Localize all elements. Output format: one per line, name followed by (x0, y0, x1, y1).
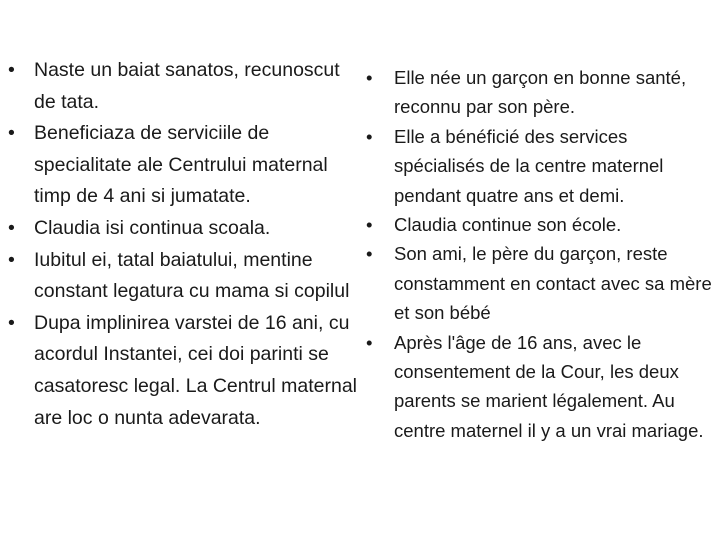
list-item (8, 245, 358, 308)
list-item (8, 55, 358, 118)
list-item-text: Beneficiaza de serviciile de specialitate ale Centrului maternal timp de 4 ani si jumatate. (34, 122, 328, 208)
bullet-marker: • (366, 125, 373, 147)
bullet-marker: • (8, 248, 15, 271)
bullet-marker: • (366, 331, 373, 353)
list-item (366, 328, 718, 446)
list-item-text: Iubitul ei, tatal baiatului, mentine constant legatura cu mama si copilul (34, 248, 350, 303)
list-item (366, 239, 718, 327)
list-item-text: Claudia continue son école. (394, 214, 622, 236)
list-item (8, 213, 358, 245)
list-item-text: Son ami, le père du garçon, reste constamment en contact avec sa mère et son bébé (394, 243, 712, 324)
list-item-text: Après l'âge de 16 ans, avec le consentement de la Cour, les deux parents se marient légalement. Au centre maternel il y a un vrai mariage. (394, 331, 704, 441)
bullet-marker: • (366, 214, 373, 236)
list-item (8, 118, 358, 213)
list-item-text: Dupa implinirea varstei de 16 ani, cu acordul Instantei, cei doi parinti se casatoresc legal. La Centrul maternal are loc o nunta adevarata. (34, 311, 357, 429)
bullet-marker: • (366, 243, 373, 265)
list-item (8, 308, 358, 434)
bullet-marker: • (8, 59, 15, 81)
list-item-text: Claudia isi continua scoala. (34, 216, 271, 239)
bullet-marker: • (366, 67, 373, 88)
bullet-marker: • (8, 122, 15, 145)
list-item (366, 122, 718, 210)
bullet-marker: • (8, 216, 15, 239)
bullet-marker: • (8, 311, 15, 334)
list-item-text: Naste un baiat sanatos, recunoscut de tata. (34, 59, 340, 113)
french-bullet-list (366, 63, 718, 445)
list-item (366, 63, 718, 122)
list-item (366, 210, 718, 239)
list-item-text: Elle née un garçon en bonne santé, reconnu par son père. (394, 67, 687, 118)
romanian-bullet-list (8, 55, 358, 434)
list-item-text: Elle a bénéficié des services spécialisés de la centre maternel pendant quatre ans et demi. (394, 125, 664, 206)
